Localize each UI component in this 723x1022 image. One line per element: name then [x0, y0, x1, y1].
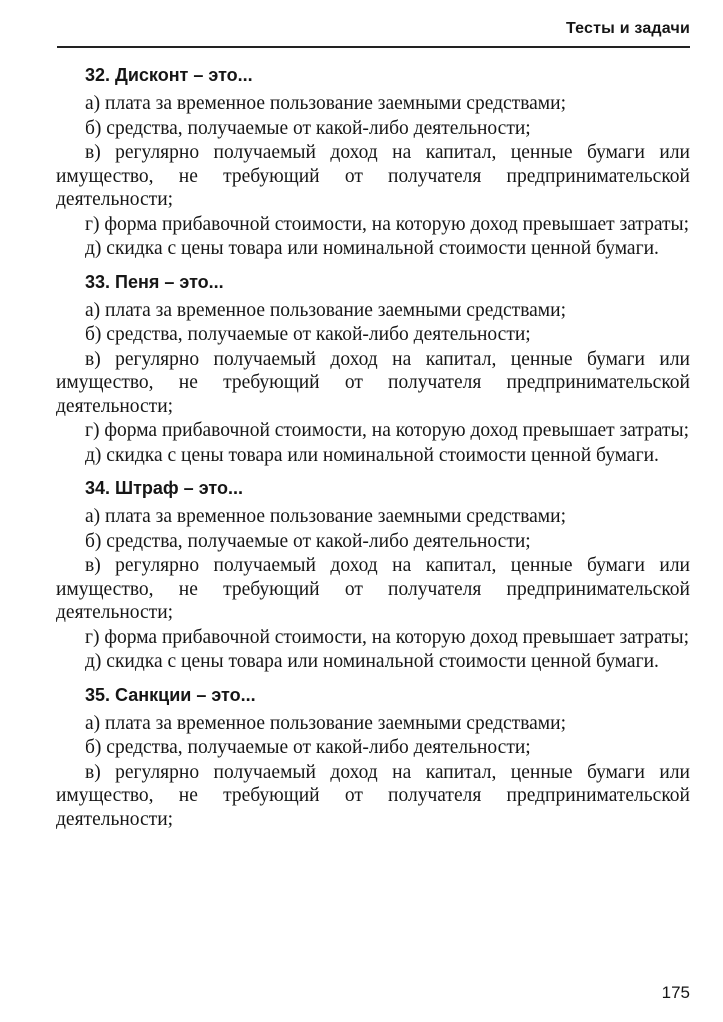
page-number: 175 [661, 983, 690, 1002]
question-title: 32. Дисконт – это... [85, 65, 253, 85]
answer-option-v: в) регулярно получаемый доход на капитал, ценные бумаги или имущество, не требующий от получателя предпринимательской деятельности; [56, 348, 690, 417]
answer-option-v: в) регулярно получаемый доход на капитал, ценные бумаги или имущество, не требующий от получателя предпринимательской деятельности; [56, 555, 690, 623]
question-32 [56, 62, 690, 261]
header-rule [57, 46, 690, 48]
answer-option-g: г) форма прибавочной стоимости, на которую доход превышает затраты; [85, 420, 690, 441]
question-33 [56, 269, 690, 468]
answer-option-g: г) форма прибавочной стоимости, на которую доход превышает затраты; [85, 213, 690, 235]
answer-option-v: в) регулярно получаемый доход на капитал, ценные бумаги или имущество, не требующий от получателя предпринимательской деятельности; [56, 142, 690, 210]
answer-option-a: а) плата за временное пользование заемными средствами; [85, 506, 566, 527]
answer-option-d: д) скидка с цены товара или номинальной стоимости ценной бумаги. [85, 651, 659, 672]
answer-option-g: г) форма прибавочной стоимости, на которую доход превышает затраты; [85, 626, 690, 648]
question-35 [56, 682, 690, 832]
answer-option-b: б) средства, получаемые от какой-либо деятельности; [85, 117, 531, 139]
answer-option-b: б) средства, получаемые от какой-либо деятельности; [85, 324, 531, 345]
answer-option-a: а) плата за временное пользование заемными средствами; [85, 93, 566, 114]
page-body [56, 62, 690, 839]
answer-option-a: а) плата за временное пользование заемными средствами; [85, 299, 566, 321]
answer-option-d: д) скидка с цены товара или номинальной стоимости ценной бумаги. [85, 238, 659, 259]
answer-option-a: а) плата за временное пользование заемными средствами; [85, 712, 566, 734]
question-title: 34. Штраф – это... [85, 478, 243, 498]
answer-option-d: д) скидка с цены товара или номинальной стоимости ценной бумаги. [85, 444, 659, 466]
answer-option-b: б) средства, получаемые от какой-либо деятельности; [85, 737, 531, 758]
running-head: Тесты и задачи [565, 20, 690, 37]
question-title: 35. Санкции – это... [85, 684, 256, 705]
question-34 [56, 475, 690, 674]
answer-option-b: б) средства, получаемые от какой-либо деятельности; [85, 530, 531, 552]
question-title: 33. Пеня – это... [85, 271, 224, 292]
page-header [57, 14, 690, 48]
answer-option-v: в) регулярно получаемый доход на капитал, ценные бумаги или имущество, не требующий от получателя предпринимательской деятельности; [56, 761, 690, 830]
